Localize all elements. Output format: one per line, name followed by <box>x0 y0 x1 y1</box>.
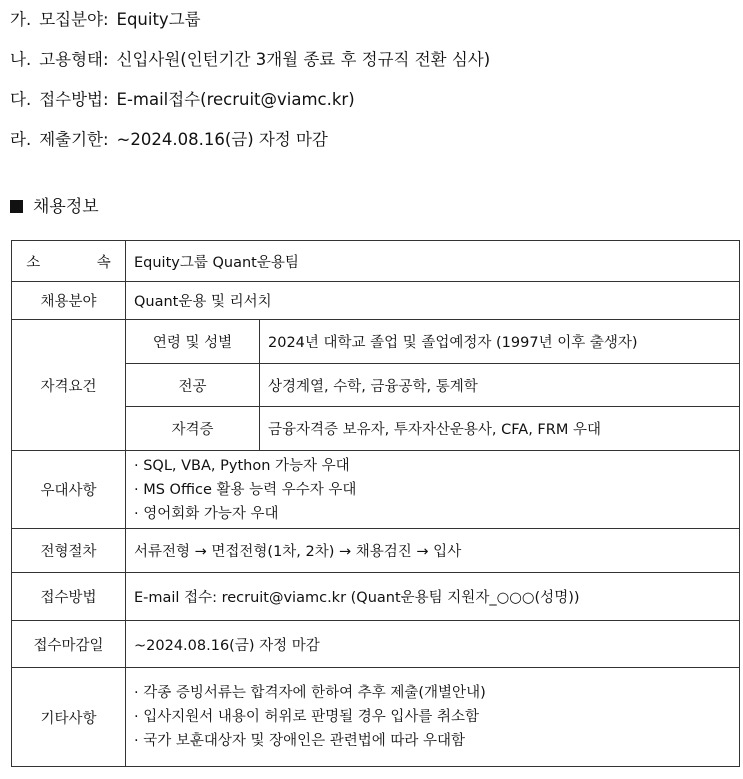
summary-item-field <box>10 0 730 40</box>
preference-value <box>126 451 740 529</box>
etc-item: · 국가 보훈대상자 및 장애인은 관련법에 따라 우대함 <box>134 733 466 749</box>
summary-marker: 가. <box>10 10 32 29</box>
qualification-major-value: 상경계열, 수학, 금융공학, 통계학 <box>260 364 740 407</box>
summary-marker: 라. <box>10 130 32 149</box>
process-label: 전형절차 <box>12 529 126 573</box>
process-value: 서류전형 → 면접전형(1차, 2차) → 채용검진 → 입사 <box>126 529 740 573</box>
affiliation-label: 소 속 <box>12 241 126 282</box>
affiliation-value: Equity그룹 Quant운용팀 <box>126 241 740 282</box>
etc-item: · 입사지원서 내용이 허위로 판명될 경우 입사를 취소함 <box>134 709 480 725</box>
summary-label: 모집분야: <box>39 10 109 29</box>
table-row <box>12 241 740 282</box>
recruitment-info-table <box>11 240 740 767</box>
summary-list <box>10 0 730 160</box>
etc-item: · 각종 증빙서류는 합격자에 한하여 추후 제출(개별안내) <box>134 685 486 701</box>
black-square-icon <box>10 200 23 213</box>
summary-label: 제출기한: <box>39 130 109 149</box>
qualification-major-label: 전공 <box>126 364 260 407</box>
summary-marker: 다. <box>10 90 32 109</box>
qualification-age-value: 2024년 대학교 졸업 및 졸업예정자 (1997년 이후 출생자) <box>260 320 740 364</box>
table-row <box>12 282 740 320</box>
qualification-cert-value: 금융자격증 보유자, 투자자산운용사, CFA, FRM 우대 <box>260 407 740 451</box>
table-row <box>12 573 740 621</box>
summary-label: 접수방법: <box>39 90 109 109</box>
summary-value: E-mail접수(recruit@viamc.kr) <box>116 90 355 109</box>
summary-value: 신입사원(인턴기간 3개월 종료 후 정규직 전환 심사) <box>116 50 491 69</box>
summary-value: ~2024.08.16(금) 자정 마감 <box>116 130 328 149</box>
preference-label: 우대사항 <box>12 451 126 529</box>
etc-label: 기타사항 <box>12 668 126 767</box>
summary-marker: 나. <box>10 50 32 69</box>
preference-item: · SQL, VBA, Python 가능자 우대 <box>134 457 350 474</box>
deadline-value: ~2024.08.16(금) 자정 마감 <box>126 621 740 668</box>
section-heading <box>10 195 99 219</box>
preference-item: · 영어회화 가능자 우대 <box>134 505 279 522</box>
summary-item-deadline <box>10 120 730 160</box>
table-row <box>12 529 740 573</box>
table-row <box>12 451 740 529</box>
summary-label: 고용형태: <box>39 50 109 69</box>
table-row <box>12 668 740 767</box>
summary-item-application-method <box>10 80 730 120</box>
field-label: 채용분야 <box>12 282 126 320</box>
method-label: 접수방법 <box>12 573 126 621</box>
summary-value: Equity그룹 <box>116 10 201 29</box>
table-row <box>12 320 740 364</box>
field-value: Quant운용 및 리서치 <box>126 282 740 320</box>
section-title: 채용정보 <box>33 197 99 217</box>
table-row <box>12 621 740 668</box>
etc-value <box>126 668 740 767</box>
method-value: E-mail 접수: recruit@viamc.kr (Quant운용팀 지원자_○○○(성명)) <box>126 573 740 621</box>
deadline-label: 접수마감일 <box>12 621 126 668</box>
preference-item: · MS Office 활용 능력 우수자 우대 <box>134 481 357 498</box>
qualification-age-label: 연령 및 성별 <box>126 320 260 364</box>
qualification-label: 자격요건 <box>12 320 126 451</box>
summary-item-employment-type <box>10 40 730 80</box>
qualification-cert-label: 자격증 <box>126 407 260 451</box>
